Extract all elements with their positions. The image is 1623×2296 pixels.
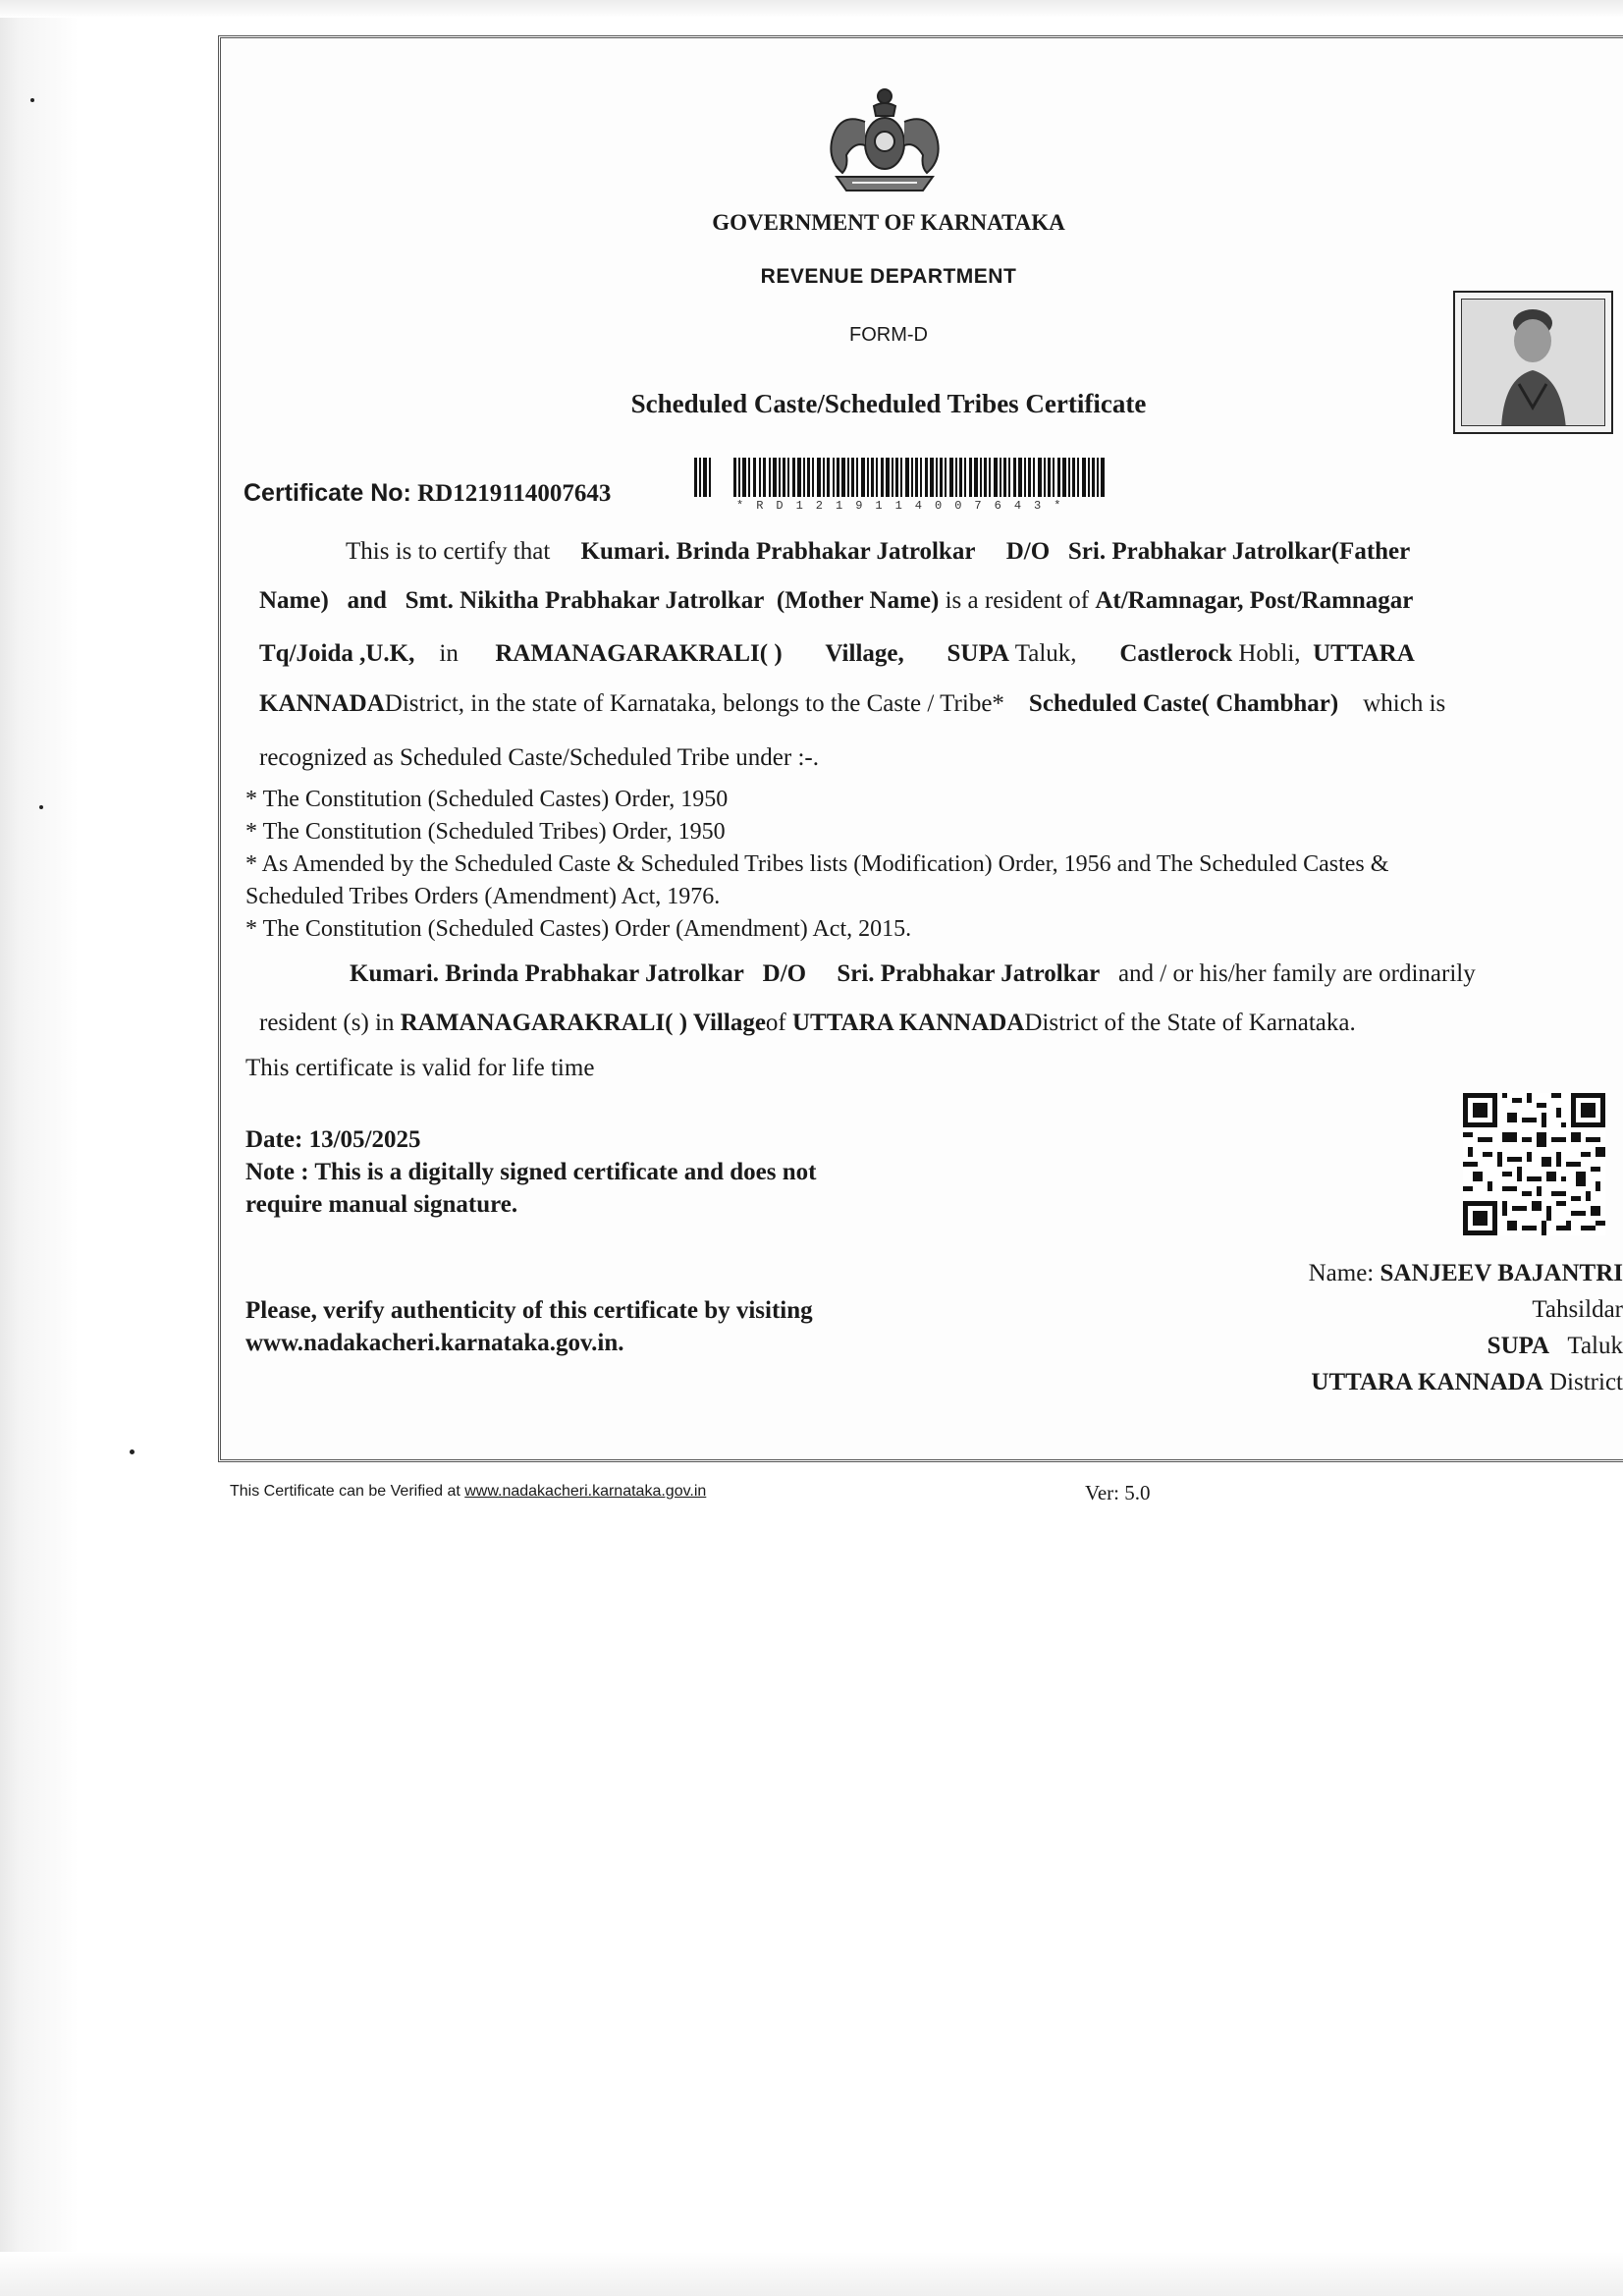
body-line-6 <box>350 960 1623 988</box>
body-line-5: recognized as Scheduled Caste/Scheduled Tribe under :-. <box>259 744 819 771</box>
of-text: of <box>765 1010 786 1036</box>
issue-date-row <box>245 1123 816 1156</box>
hobli-label: Hobli, <box>1238 640 1301 667</box>
order-item: * As Amended by the Scheduled Caste & Scheduled Tribes lists (Modification) Order, 1956 and The Scheduled Castes & <box>245 851 1389 877</box>
order-item: * The Constitution (Scheduled Castes) Order (Amendment) Act, 2015. <box>245 916 912 942</box>
signatory-designation: Tahsildar <box>1532 1296 1623 1323</box>
taluk-name: SUPA <box>947 640 1009 667</box>
address: At/Ramnagar, Post/Ramnagar <box>1095 587 1414 614</box>
body-line-7 <box>259 1010 1623 1037</box>
note-line-2: require manual signature. <box>245 1191 518 1218</box>
village-label: Village, <box>825 640 904 667</box>
applicant-name-2: Kumari. Brinda Prabhakar Jatrolkar <box>350 960 744 987</box>
note-line-1: Note : This is a digitally signed certificate and does not <box>245 1159 817 1185</box>
signatory-district-row <box>1034 1364 1623 1400</box>
family-text: and / or his/her family are ordinarily <box>1117 960 1476 987</box>
district-2: UTTARA KANNADA <box>792 1010 1025 1036</box>
body-line-3 <box>259 640 1623 668</box>
body-line-1 <box>346 538 1623 566</box>
signatory-name-row <box>1034 1255 1623 1291</box>
taluk-label: Taluk, <box>1014 640 1077 667</box>
scan-edge-left <box>0 0 79 2296</box>
district-name-start: UTTARA <box>1313 640 1415 667</box>
footer-verify-text: This Certificate can be Verified at <box>230 1483 460 1500</box>
body-line-4 <box>259 690 1623 718</box>
body-line-2 <box>259 587 1623 615</box>
father-name-2: Sri. Prabhakar Jatrolkar <box>837 960 1101 987</box>
relation-2: D/O <box>762 960 807 987</box>
signatory-taluk-label: Taluk <box>1567 1333 1623 1359</box>
verify-line-1: Please, verify authenticity of this certificate by visiting <box>245 1297 813 1324</box>
issue-date: 13/05/2025 <box>308 1126 421 1153</box>
hobli-name: Castlerock <box>1119 640 1233 667</box>
caste-name: Scheduled Caste( Chambhar) <box>1028 690 1339 717</box>
department-title: REVENUE DEPARTMENT <box>760 265 1017 288</box>
verify-line-2: www.nadakacheri.karnataka.gov.in. <box>245 1330 624 1356</box>
person-photo-icon <box>1462 300 1605 426</box>
which-text: which is <box>1363 690 1446 717</box>
orders-list <box>245 784 1623 946</box>
taluk-address: Tq/Joida ,U.K, <box>259 640 415 667</box>
signatory-district-label: District <box>1549 1369 1623 1395</box>
qr-code-icon <box>1463 1093 1605 1235</box>
resident-text: is a resident of <box>945 587 1090 614</box>
government-title: GOVERNMENT OF KARNATAKA <box>712 210 1065 235</box>
applicant-photo <box>1453 291 1613 434</box>
and-text: and <box>347 587 387 614</box>
scan-speck <box>39 805 43 809</box>
state-text-2: District of the State of Karnataka. <box>1024 1010 1356 1036</box>
certificate-number: RD1219114007643 <box>417 480 612 507</box>
relation: D/O <box>1005 538 1051 565</box>
certificate-number-row <box>243 479 611 508</box>
signatory-name: SANJEEV BAJANTRI <box>1380 1260 1623 1286</box>
form-label: FORM-D <box>849 324 928 346</box>
village-name: RAMANAGARAKRALI( ) <box>495 640 783 667</box>
in-text: in <box>439 640 459 667</box>
scan-speck <box>130 1449 135 1454</box>
father-name: Sri. Prabhakar Jatrolkar(Father <box>1067 538 1411 565</box>
mother-name: Smt. Nikitha Prabhakar Jatrolkar <box>405 587 765 614</box>
date-label: Date: <box>245 1126 303 1153</box>
district-name-end: KANNADA <box>259 690 385 717</box>
scan-speck <box>30 98 34 102</box>
certificate-title: Scheduled Caste/Scheduled Tribes Certificate <box>630 389 1147 418</box>
verify-block <box>245 1294 813 1359</box>
certificate-number-label: Certificate No: <box>243 479 411 507</box>
order-item: * The Constitution (Scheduled Castes) Order, 1950 <box>245 787 729 812</box>
resident-in-text: resident (s) in <box>259 1010 395 1036</box>
signatory-taluk-name: SUPA <box>1487 1333 1550 1359</box>
village-2: RAMANAGARAKRALI( ) Village <box>400 1010 766 1036</box>
signatory-block <box>1034 1255 1623 1400</box>
karnataka-emblem-icon <box>817 82 952 196</box>
father-name-cont: Name) <box>259 587 329 614</box>
state-text: District, in the state of Karnataka, belongs to the Caste / Tribe* <box>384 690 1004 717</box>
signatory-district-name: UTTARA KANNADA <box>1311 1369 1543 1395</box>
signatory-taluk-row <box>1034 1328 1623 1364</box>
scan-edge-bottom <box>0 2252 1623 2296</box>
scan-edge-top <box>0 0 1623 18</box>
footer-verify-link[interactable]: www.nadakacheri.karnataka.gov.in <box>464 1483 707 1500</box>
signatory-name-label: Name: <box>1308 1260 1375 1286</box>
barcode-text: *RD1219114007643* <box>736 499 1074 513</box>
order-item: Scheduled Tribes Orders (Amendment) Act, 1976. <box>245 884 721 909</box>
order-item: * The Constitution (Scheduled Tribes) Order, 1950 <box>245 819 726 845</box>
footer-verify <box>230 1483 706 1501</box>
mother-label: (Mother Name) <box>776 587 940 614</box>
intro-text: This is to certify that <box>346 538 551 565</box>
validity-text: This certificate is valid for life time <box>245 1055 595 1081</box>
version-label: Ver: 5.0 <box>1085 1481 1151 1504</box>
issue-block <box>245 1123 816 1221</box>
applicant-name: Kumari. Brinda Prabhakar Jatrolkar <box>580 538 976 565</box>
